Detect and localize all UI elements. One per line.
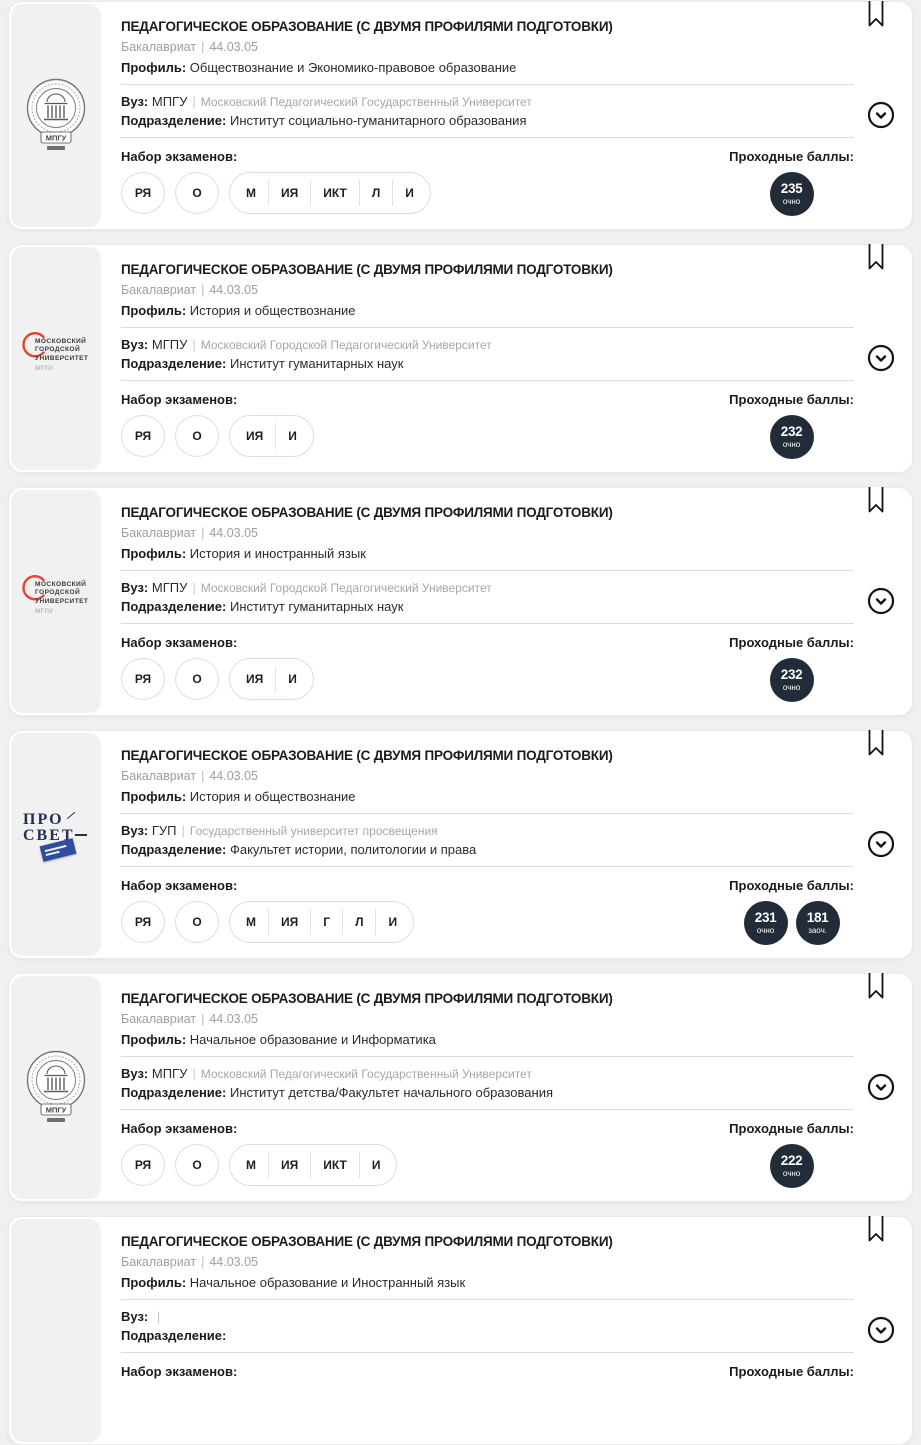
exam-pill: РЯ xyxy=(121,415,165,457)
exams-column xyxy=(121,877,414,943)
mgpu-line-2: ГОРОДСКОЙ xyxy=(35,589,81,597)
score-badges xyxy=(729,415,854,459)
degree-separator: | xyxy=(201,1255,205,1269)
score-mode: очно xyxy=(756,925,775,935)
degree-separator: | xyxy=(201,283,205,297)
university-full-name: Московский Педагогический Государственный Университет xyxy=(200,95,532,109)
program-title[interactable]: ПЕДАГОГИЧЕСКОЕ ОБРАЗОВАНИЕ (С ДВУМЯ ПРОФИЛЯМИ ПОДГОТОВКИ) xyxy=(121,991,613,1006)
university-abbr: МГПУ xyxy=(151,337,188,352)
degree-line xyxy=(121,282,854,299)
profile-value: Начальное образование и Иностранный язык xyxy=(189,1275,466,1290)
score-mode: очно xyxy=(782,1168,801,1178)
profile-line xyxy=(121,1274,854,1291)
program-title[interactable]: ПЕДАГОГИЧЕСКОЕ ОБРАЗОВАНИЕ (С ДВУМЯ ПРОФИЛЯМИ ПОДГОТОВКИ) xyxy=(121,19,613,34)
university-label: Вуз: xyxy=(121,823,149,838)
exam-pill: РЯ xyxy=(121,658,165,700)
university-separator: | xyxy=(181,823,185,838)
exam-option: И xyxy=(371,1158,381,1172)
score-value: 232 xyxy=(780,423,803,439)
profile-value: История и обществознание xyxy=(189,303,356,318)
exams-label: Набор экзаменов: xyxy=(121,1364,238,1379)
mpgu-seal-text: МПГУ xyxy=(45,1105,67,1114)
degree-separator: | xyxy=(201,526,205,540)
profile-value: Начальное образование и Информатика xyxy=(189,1032,436,1047)
exams-label: Набор экзаменов: xyxy=(121,1121,238,1136)
divider xyxy=(121,866,854,867)
score-mode: очно xyxy=(782,439,801,449)
exam-pill: О xyxy=(175,1144,219,1186)
university-logo xyxy=(11,247,101,470)
mgpu-line-1: МОСКОВСКИЙ xyxy=(35,337,87,345)
exams-column xyxy=(121,1363,237,1387)
university-label: Вуз: xyxy=(121,94,149,109)
university-separator: | xyxy=(192,94,196,109)
scores-label: Проходные баллы: xyxy=(729,1364,854,1379)
exams-scores-row xyxy=(121,877,854,945)
program-code: 44.03.05 xyxy=(209,1012,258,1026)
divider xyxy=(121,1109,854,1110)
university-separator: | xyxy=(192,580,196,595)
profile-label: Профиль: xyxy=(121,60,187,75)
university-full-name: Государственный университет просвещения xyxy=(189,824,438,838)
exam-pill: О xyxy=(175,172,219,214)
exam-pill-group xyxy=(229,415,314,457)
program-code: 44.03.05 xyxy=(209,1255,258,1269)
department-value: Институт детства/Факультет начального образования xyxy=(229,1085,554,1100)
exam-pill-group xyxy=(229,901,414,943)
department-line xyxy=(121,598,854,615)
university-abbr: МГПУ xyxy=(151,580,188,595)
university-full-name: Московский Городской Педагогический Университет xyxy=(200,338,492,352)
university-abbr: ГУП xyxy=(151,823,177,838)
exam-pills xyxy=(121,172,431,214)
expand-button[interactable] xyxy=(867,101,895,129)
exams-scores-row xyxy=(121,148,854,216)
exam-option: ИЯ xyxy=(246,429,264,443)
profile-line xyxy=(121,302,854,319)
university-line xyxy=(121,822,854,840)
exam-pills xyxy=(121,658,314,700)
program-code: 44.03.05 xyxy=(209,283,258,297)
university-line xyxy=(121,579,854,597)
exam-pill: РЯ xyxy=(121,1144,165,1186)
mgpu-abbr: МГПУ xyxy=(35,365,54,373)
divider xyxy=(121,813,854,814)
university-separator: | xyxy=(192,1066,196,1081)
department-value: Институт гуманитарных наук xyxy=(229,356,404,371)
bookmark-button[interactable] xyxy=(868,1,884,28)
exam-pills xyxy=(121,1144,397,1186)
prosvet-logo xyxy=(23,812,89,878)
score-badges xyxy=(729,901,854,945)
profile-line xyxy=(121,1031,854,1048)
scores-column xyxy=(729,391,854,459)
exam-pill-group xyxy=(229,1144,397,1186)
score-badges xyxy=(729,172,854,216)
program-card[interactable] xyxy=(8,1216,913,1445)
expand-button[interactable] xyxy=(867,830,895,858)
card-content xyxy=(103,245,912,472)
chevron-down-circle-icon xyxy=(867,1073,895,1101)
score-badges xyxy=(729,1144,854,1188)
bookmark-ribbon-icon xyxy=(868,244,884,271)
university-line xyxy=(121,1308,854,1326)
department-label: Подразделение: xyxy=(121,842,227,857)
department-value: Факультет истории, политологии и права xyxy=(229,842,477,857)
score-mode: очно xyxy=(782,682,801,692)
divider xyxy=(121,1299,854,1300)
program-card[interactable] xyxy=(8,244,913,473)
program-title[interactable]: ПЕДАГОГИЧЕСКОЕ ОБРАЗОВАНИЕ (С ДВУМЯ ПРОФИЛЯМИ ПОДГОТОВКИ) xyxy=(121,1234,613,1249)
program-title[interactable]: ПЕДАГОГИЧЕСКОЕ ОБРАЗОВАНИЕ (С ДВУМЯ ПРОФИЛЯМИ ПОДГОТОВКИ) xyxy=(121,262,613,277)
profile-label: Профиль: xyxy=(121,1275,187,1290)
university-logo xyxy=(11,4,101,227)
chevron-down-circle-icon xyxy=(867,1316,895,1344)
department-line xyxy=(121,355,854,372)
degree-label: Бакалавриат xyxy=(121,283,197,297)
department-value: Институт социально-гуманитарного образования xyxy=(229,113,527,128)
bookmark-ribbon-icon xyxy=(868,1216,884,1243)
bookmark-ribbon-icon xyxy=(868,487,884,514)
mgpu-line-3: УНИВЕРСИТЕТ xyxy=(35,597,89,605)
exams-column xyxy=(121,148,431,214)
university-label: Вуз: xyxy=(121,1309,149,1324)
department-value: Институт гуманитарных наук xyxy=(229,599,404,614)
exam-pills xyxy=(121,901,414,943)
card-content xyxy=(103,731,912,958)
mgpu-abbr: МГПУ xyxy=(35,608,54,616)
department-label: Подразделение: xyxy=(121,1085,227,1100)
university-line xyxy=(121,93,854,111)
card-content xyxy=(103,974,912,1201)
expand-button[interactable] xyxy=(867,1073,895,1101)
score-value: 231 xyxy=(754,909,777,925)
scores-label: Проходные баллы: xyxy=(729,878,854,893)
chevron-down-circle-icon xyxy=(867,587,895,615)
scores-column xyxy=(729,148,854,216)
divider xyxy=(121,137,854,138)
exams-scores-row xyxy=(121,1363,854,1387)
exam-option: ИЯ xyxy=(246,672,264,686)
program-title[interactable]: ПЕДАГОГИЧЕСКОЕ ОБРАЗОВАНИЕ (С ДВУМЯ ПРОФИЛЯМИ ПОДГОТОВКИ) xyxy=(121,748,613,763)
exam-option: И xyxy=(405,186,414,200)
divider xyxy=(121,623,854,624)
department-label: Подразделение: xyxy=(121,356,227,371)
exam-option: ИКТ xyxy=(323,1158,347,1172)
bookmark-ribbon-icon xyxy=(868,730,884,757)
exams-column xyxy=(121,1120,397,1186)
profile-label: Профиль: xyxy=(121,789,187,804)
university-label: Вуз: xyxy=(121,1066,149,1081)
bookmark-button[interactable] xyxy=(868,1216,884,1243)
exam-option: И xyxy=(388,915,398,929)
exams-scores-row xyxy=(121,634,854,702)
university-logo xyxy=(11,976,101,1199)
bookmark-ribbon-icon xyxy=(868,973,884,1000)
exam-option: И xyxy=(288,429,297,443)
card-content xyxy=(103,1217,912,1444)
university-full-name: Московский Педагогический Государственный Университет xyxy=(200,1067,532,1081)
score-value: 181 xyxy=(806,909,829,925)
scores-label: Проходные баллы: xyxy=(729,392,854,407)
chevron-down-circle-icon xyxy=(867,344,895,372)
degree-separator: | xyxy=(201,769,205,783)
divider xyxy=(121,570,854,571)
profile-line xyxy=(121,545,854,562)
university-abbr: МПГУ xyxy=(151,1066,188,1081)
score-badge xyxy=(770,1144,814,1188)
scores-label: Проходные баллы: xyxy=(729,149,854,164)
score-badge xyxy=(770,172,814,216)
scores-column xyxy=(729,634,854,702)
chevron-down-circle-icon xyxy=(867,830,895,858)
university-label: Вуз: xyxy=(121,580,149,595)
score-mode: очно xyxy=(782,196,801,206)
degree-separator: | xyxy=(201,1012,205,1026)
program-title[interactable]: ПЕДАГОГИЧЕСКОЕ ОБРАЗОВАНИЕ (С ДВУМЯ ПРОФИЛЯМИ ПОДГОТОВКИ) xyxy=(121,505,613,520)
prosvet-line-2: СВЕТ xyxy=(23,828,89,844)
exam-pills xyxy=(121,415,314,457)
bookmark-button[interactable] xyxy=(868,973,884,1000)
profile-value: История и обществознание xyxy=(189,789,356,804)
bookmark-ribbon-icon xyxy=(868,1,884,28)
profile-value: История и иностранный язык xyxy=(189,546,366,561)
exam-pill: О xyxy=(175,415,219,457)
mpgu-seal-text: МПГУ xyxy=(45,133,67,142)
divider xyxy=(121,1056,854,1057)
exam-pill: РЯ xyxy=(121,901,165,943)
score-value: 232 xyxy=(780,666,803,682)
expand-button[interactable] xyxy=(867,344,895,372)
scores-label: Проходные баллы: xyxy=(729,1121,854,1136)
exam-option: М xyxy=(246,915,256,929)
mgpu-line-2: ГОРОДСКОЙ xyxy=(35,346,81,354)
score-value: 222 xyxy=(780,1152,803,1168)
exams-label: Набор экзаменов: xyxy=(121,878,238,893)
exam-pill: РЯ xyxy=(121,172,165,214)
program-card[interactable] xyxy=(8,487,913,716)
program-card[interactable] xyxy=(8,1,913,230)
degree-line xyxy=(121,768,854,785)
exam-option: ИЯ xyxy=(281,1158,299,1172)
exams-label: Набор экзаменов: xyxy=(121,392,238,407)
exams-scores-row xyxy=(121,1120,854,1188)
scores-column xyxy=(729,877,854,945)
score-badge xyxy=(770,415,814,459)
divider xyxy=(121,84,854,85)
degree-line xyxy=(121,1254,854,1271)
university-label: Вуз: xyxy=(121,337,149,352)
department-line xyxy=(121,1084,854,1101)
university-line xyxy=(121,336,854,354)
score-value: 235 xyxy=(780,180,803,196)
exams-label: Набор экзаменов: xyxy=(121,149,238,164)
profile-label: Профиль: xyxy=(121,546,187,561)
mpgu-seal-logo xyxy=(24,1050,88,1126)
exam-pill: О xyxy=(175,901,219,943)
mgpu-logo xyxy=(19,571,93,633)
program-code: 44.03.05 xyxy=(209,526,258,540)
degree-separator: | xyxy=(201,40,205,54)
exams-scores-row xyxy=(121,391,854,459)
exams-column xyxy=(121,634,314,700)
expand-button[interactable] xyxy=(867,587,895,615)
card-content xyxy=(103,488,912,715)
exam-option: ИКТ xyxy=(323,186,347,200)
scores-column xyxy=(729,1363,854,1387)
divider xyxy=(121,380,854,381)
degree-label: Бакалавриат xyxy=(121,1255,197,1269)
mgpu-line-1: МОСКОВСКИЙ xyxy=(35,580,87,588)
department-label: Подразделение: xyxy=(121,1328,227,1343)
program-code: 44.03.05 xyxy=(209,40,258,54)
university-line xyxy=(121,1065,854,1083)
program-code: 44.03.05 xyxy=(209,769,258,783)
exam-pill-group xyxy=(229,658,314,700)
exam-option: М xyxy=(246,186,256,200)
profile-line xyxy=(121,788,854,805)
degree-label: Бакалавриат xyxy=(121,526,197,540)
department-line xyxy=(121,112,854,129)
degree-label: Бакалавриат xyxy=(121,40,197,54)
score-badge xyxy=(796,901,840,945)
exams-label: Набор экзаменов: xyxy=(121,635,238,650)
bookmark-button[interactable] xyxy=(868,487,884,514)
department-line xyxy=(121,841,854,858)
exam-option: И xyxy=(288,672,297,686)
divider xyxy=(121,1352,854,1353)
university-full-name: Московский Городской Педагогический Университет xyxy=(200,581,492,595)
degree-line xyxy=(121,1011,854,1028)
mgpu-logo xyxy=(19,328,93,390)
exams-column xyxy=(121,391,314,457)
score-mode: заоч. xyxy=(808,925,827,935)
profile-line xyxy=(121,59,854,76)
mpgu-seal-logo xyxy=(24,78,88,154)
university-logo xyxy=(11,733,101,956)
exam-option: Л xyxy=(371,186,381,200)
profile-label: Профиль: xyxy=(121,303,187,318)
chevron-down-circle-icon xyxy=(867,101,895,129)
program-card[interactable] xyxy=(8,973,913,1202)
exam-option: Л xyxy=(355,915,364,929)
degree-label: Бакалавриат xyxy=(121,769,197,783)
university-separator: | xyxy=(192,337,196,352)
bookmark-button[interactable] xyxy=(868,730,884,757)
department-label: Подразделение: xyxy=(121,113,227,128)
score-badge xyxy=(770,658,814,702)
card-content xyxy=(103,2,912,229)
university-separator: | xyxy=(156,1309,161,1324)
profile-value: Обществознание и Экономико-правовое образование xyxy=(189,60,517,75)
exam-option: ИЯ xyxy=(281,186,299,200)
exam-option: Г xyxy=(323,915,331,929)
bookmark-button[interactable] xyxy=(868,244,884,271)
exam-pill-group xyxy=(229,172,431,214)
scores-column xyxy=(729,1120,854,1188)
degree-label: Бакалавриат xyxy=(121,1012,197,1026)
scores-label: Проходные баллы: xyxy=(729,635,854,650)
prosvet-line-1: ПРО xyxy=(23,812,89,828)
profile-label: Профиль: xyxy=(121,1032,187,1047)
university-abbr: МПГУ xyxy=(151,94,188,109)
department-label: Подразделение: xyxy=(121,599,227,614)
university-logo xyxy=(11,490,101,713)
divider xyxy=(121,327,854,328)
program-card[interactable] xyxy=(8,730,913,959)
mgpu-line-3: УНИВЕРСИТЕТ xyxy=(35,354,89,362)
expand-button[interactable] xyxy=(867,1316,895,1344)
score-badge xyxy=(744,901,788,945)
degree-line xyxy=(121,525,854,542)
exam-option: М xyxy=(246,1158,256,1172)
department-line xyxy=(121,1327,854,1344)
exam-option: ИЯ xyxy=(281,915,299,929)
university-logo xyxy=(11,1219,101,1442)
exam-pill: О xyxy=(175,658,219,700)
score-badges xyxy=(729,658,854,702)
degree-line xyxy=(121,39,854,56)
